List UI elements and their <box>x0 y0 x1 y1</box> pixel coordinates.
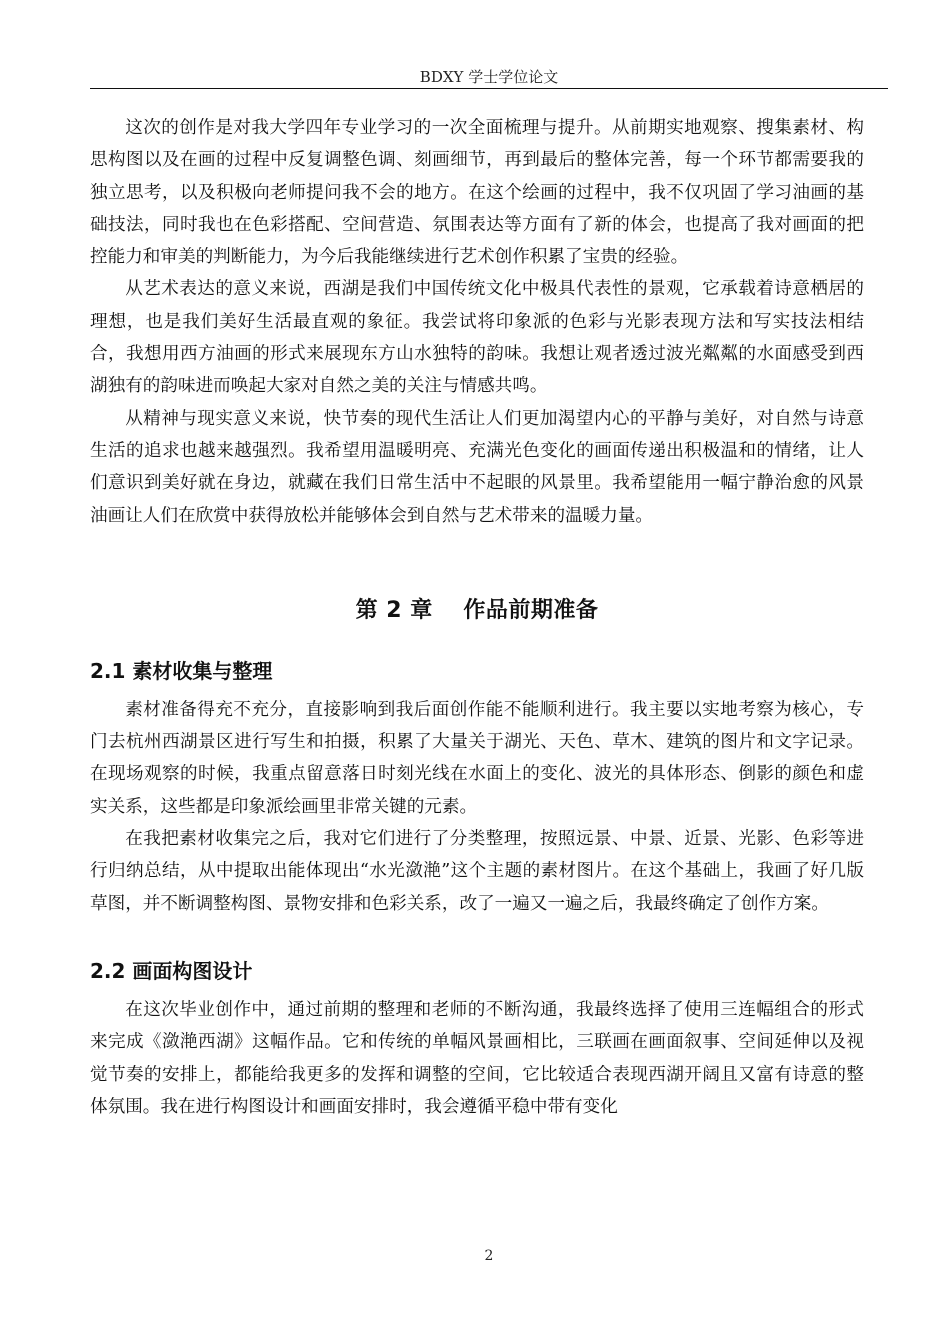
section-heading-2-1: 2.1 素材收集与整理 <box>90 658 273 683</box>
section-heading-2-2: 2.2 画面构图设计 <box>90 958 253 983</box>
chapter-title: 第 2 章 作品前期准备 <box>355 597 599 623</box>
header-rule <box>90 88 888 89</box>
page-body <box>90 112 864 1123</box>
section-2-1-paragraph-2: 在我把素材收集完之后，我对它们进行了分类整理，按照远景、中景、近景、光影、色彩等进行归纳总结，从中提取出能体现出“水光潋滟”这个主题的素材图片。在这个基础上，我画了好几版草图，并不断调整构图、景物安排和色彩关系，改了一遍又一遍之后，我最终确定了创作方案。 <box>90 829 864 914</box>
intro-paragraph-2: 从艺术表达的意义来说，西湖是我们中国传统文化中极具代表性的景观，它承载着诗意栖居的理想，也是我们美好生活最直观的象征。我尝试将印象派的色彩与光影表现方法和写实技法相结合，我想用西方油画的形式来展现东方山水独特的韵味。我想让观者透过波光粼粼的水面感受到西湖独有的韵味进而唤起大家对自然之美的关注与情感共鸣。 <box>90 279 864 397</box>
intro-paragraph-1: 这次的创作是对我大学四年专业学习的一次全面梳理与提升。从前期实地观察、搜集素材、构思构图以及在画的过程中反复调整色调、刻画细节，再到最后的整体完善，每一个环节都需要我的独立思考，以及积极向老师提问我不会的地方。在这个绘画的过程中，我不仅巩固了学习油画的基础技法，同时我也在色彩搭配、空间营造、氛围表达等方面有了新的体会，也提高了我对画面的把控能力和审美的判断能力，为今后我能继续进行艺术创作积累了宝贵的经验。 <box>90 118 864 268</box>
intro-paragraph-3: 从精神与现实意义来说，快节奏的现代生活让人们更加渴望内心的平静与美好，对自然与诗意生活的追求也越来越强烈。我希望用温暖明亮、充满光色变化的画面传递出积极温和的情绪，让人们意识到美好就在身边，就藏在我们日常生活中不起眼的风景里。我希望能用一幅宁静治愈的风景油画让人们在欣赏中获得放松并能够体会到自然与艺术带来的温暖力量。 <box>90 408 864 526</box>
page-number: 2 <box>484 1248 494 1264</box>
running-header: BDXY 学士学位论文 <box>419 68 559 86</box>
section-2-1-paragraph-1: 素材准备得充不充分，直接影响到我后面创作能不能顺利进行。我主要以实地考察为核心，专门去杭州西湖景区进行写生和拍摄，积累了大量关于湖光、天色、草木、建筑的图片和文字记录。在现场观察的时候，我重点留意落日时刻光线在水面上的变化、波光的具体形态、倒影的颜色和虚实关系，这些都是印象派绘画里非常关键的元素。 <box>90 699 864 817</box>
section-2-2-paragraph-1: 在这次毕业创作中，通过前期的整理和老师的不断沟通，我最终选择了使用三连幅组合的形式来完成《潋滟西湖》这幅作品。它和传统的单幅风景画相比，三联画在画面叙事、空间延伸以及视觉节奏的安排上，都能给我更多的发挥和调整的空间，它比较适合表现西湖开阔且又富有诗意的整体氛围。我在进行构图设计和画面安排时，我会遵循平稳中带有变化 <box>90 999 864 1117</box>
